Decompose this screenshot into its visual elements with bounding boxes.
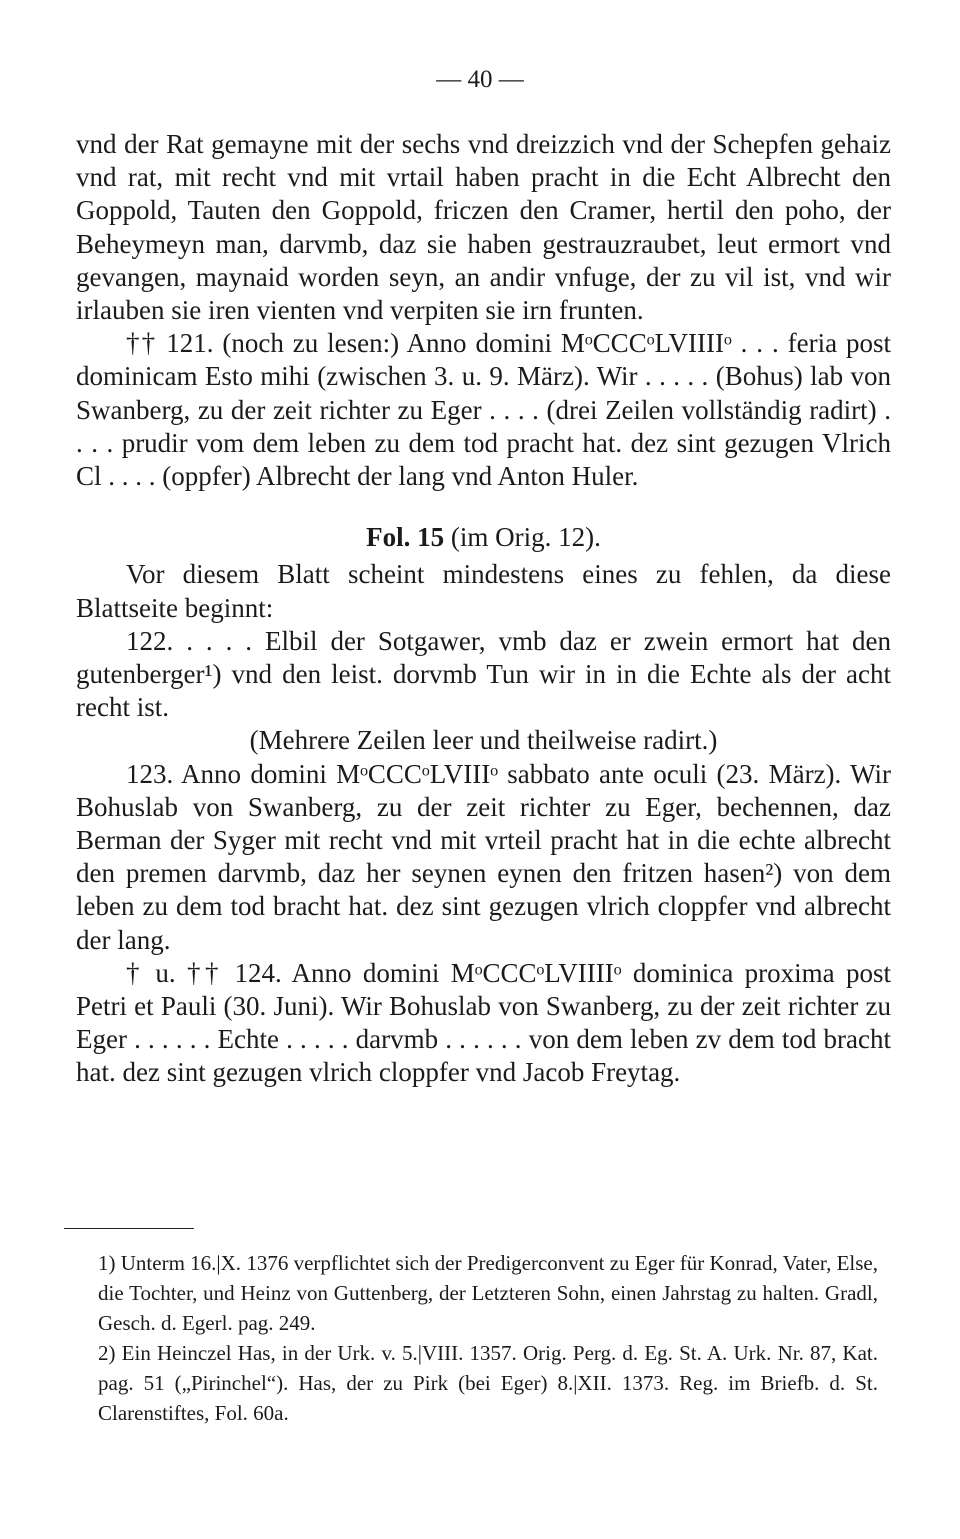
footnote-2: 2) Ein Heinczel Has, in der Urk. v. 5.|VIII. 1357. Orig. Perg. d. Eg. St. A. Urk. Nr. 87, Kat. pag. 51 („Pirinchel“). Has, der zu Pirk (bei Eger) 8.|XII. 1373. Reg. im Briefb. d. St. Clarenstiftes, Fol. 60a. <box>98 1341 878 1425</box>
folio-original-ref: (im Orig. 12). <box>444 522 601 553</box>
footnotes <box>98 1248 878 1428</box>
paragraph-council-verdict: vnd der Rat gemayne mit der sechs vnd dreizzich vnd der Schepfen gehaiz vnd rat, mit recht vnd mit vrtail haben pracht in die Echt Albrecht den Goppold, Tauten den Goppold, friczen den Cramer, hertil den poho, der Beheymeyn man, darvmb, daz sie haben gestrauzraubet, leut ermort vnd gevangen, maynaid worden seyn, an andir vnfuge, der zu vil ist, vnd wir irlauben sie iren vienten vnd verpiten sie irn frunten. <box>76 129 891 326</box>
entry-124: † u. †† 124. Anno domini MᵒCCCᵒLVIIIIᵒ dominica proxima post Petri et Pauli (30. Juni). Wir Bohuslab von Swanberg, zu der zeit richter zu Eger . . . . . . Echte . . . . . darvmb . . . . . . von dem leben zv dem tod bracht hat. dez sint gezugen vlrich cloppfer vnd Jacob Freytag. <box>76 957 891 1088</box>
footnote-1: 1) Unterm 16.|X. 1376 verpflichtet sich der Predigerconvent zu Eger für Konrad, Vater, Else, die Tochter, und Heinz von Guttenberg, der Letzteren Sohn, einen Jahrstag zu halten. Gradl, Gesch. d. Egerl. pag. 249. <box>98 1251 878 1335</box>
folio-heading <box>76 521 891 554</box>
main-text <box>76 128 891 1090</box>
folio-label: Fol. 15 <box>366 522 445 553</box>
footnote-divider <box>64 1228 194 1229</box>
editor-note-blank-lines: (Mehrere Zeilen leer und theilweise radirt.) <box>249 725 718 756</box>
editor-note-missing-leaf: Vor diesem Blatt scheint mindestens eines zu fehlen, da diese Blattseite beginnt: <box>76 559 891 623</box>
page-number: — 40 — <box>436 66 524 93</box>
entry-122: 122. . . . . Elbil der Sotgawer, vmb daz er zwein ermort hat den gutenberger¹) vnd den leist. dorvmb Tun wir in in die Echte als der acht recht ist. <box>76 625 891 723</box>
entry-123: 123. Anno domini MᵒCCCᵒLVIIIᵒ sabbato ante oculi (23. März). Wir Bohuslab von Swanberg, zu der zeit richter zu Eger, bechennen, daz Berman der Syger mit recht vnd mit vrteil pracht hat in die echte albrecht den premen darvmb, daz her seynen eynen den fritzen hasen²) von dem leben zu dem tod bracht hat. dez sint gezugen vlrich cloppfer vnd albrecht der lang. <box>76 758 891 955</box>
entry-121: †† 121. (noch zu lesen:) Anno domini MᵒCCCᵒLVIIIIᵒ . . . feria post dominicam Esto mihi (zwischen 3. u. 9. März). Wir . . . . . (Bohus) lab von Swanberg, zu der zeit richter zu Eger . . . . (drei Zeilen vollständig radirt) . . . . prudir vom dem leben zu dem tod pracht hat. dez sint gezugen Vlrich Cl . . . . (oppfer) Albrecht der lang vnd Anton Huler. <box>76 328 891 492</box>
